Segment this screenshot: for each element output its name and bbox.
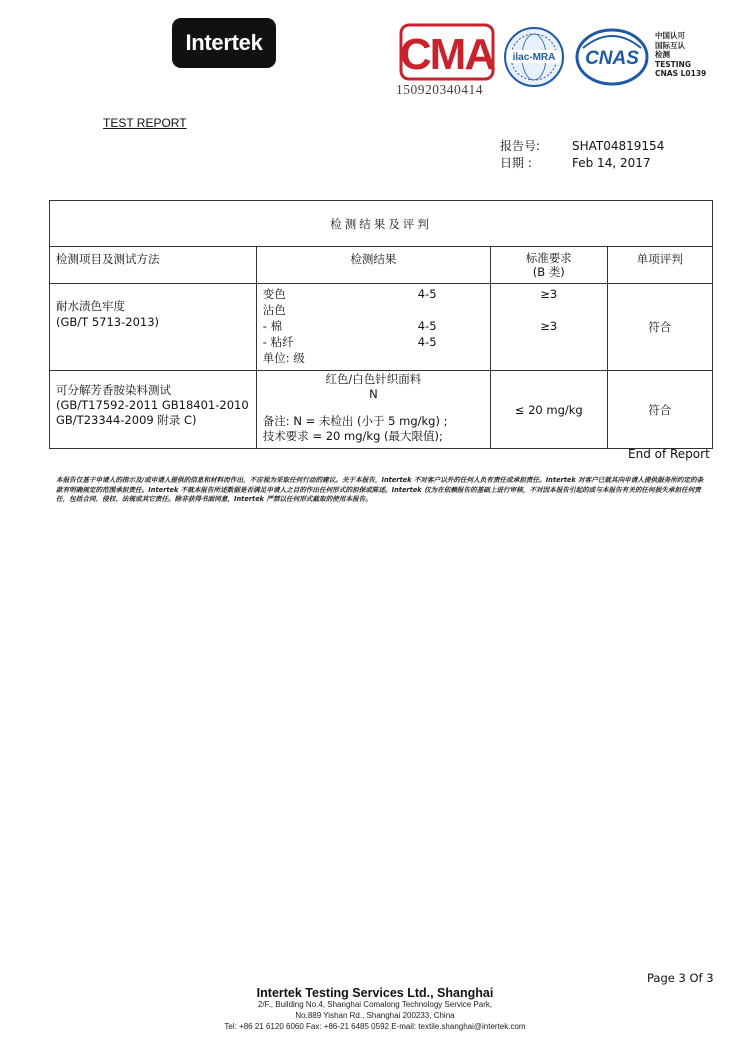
footer-contact: Tel: +86 21 6120 6060 Fax: +86-21 6485 0592 E-mail: textile.shanghai@intertek.com [224,1022,526,1031]
row1-requirement: ≥3 [540,319,558,333]
header-item: 检测项目及测试方法 [56,252,160,266]
cnas-logo-text: CNAS [585,48,639,69]
disclaimer: 本报告仅基于申请人的指示及/或申请人提供的信息和材料而作出，不应视为采取任何行动的建议。关于本报告，Intertek 不对客户以外的任何人负有责任或承担责任。Intertek 对客户已就其向申请人提供服务所约定的条款有明确规定的范围承担责任。Intertek 不就本报告所述数据是否满足申请人之目的作出任何形式的担保或陈述。Intertek 仅为在依赖报告的基础上进行审核，不对因本报告引起的或与本报告有关的任何损失承担任何责任，包括合同、侵权、法规或其它责任。除非获得书面同意，Intertek 严禁以任何形式截取的使用本报告。 [56,476,704,503]
row2-method-appendix: GB/T23344-2009 附录 C) [56,413,197,427]
report-no: SHAT04819154 [572,139,665,153]
row2-method: (GB/T17592-2011 GB18401-2010 [56,398,249,412]
row2-sample: 红色/白色针织面料 [325,372,422,386]
cnas-accreditation-text: 中国认可 国际互认 检测 TESTING CNAS L0139 [655,31,707,78]
table-header-row [50,247,713,284]
table-row [50,284,713,371]
ilac-logo-text: ilac-MRA [512,52,556,63]
header-requirement-class: (B 类) [532,265,565,279]
row1-result-label: - 粘纤 [262,335,294,349]
row1-verdict: 符合 [648,320,672,334]
row1-item: 耐水渍色牢度 [56,299,125,313]
row1-result-value: 4-5 [417,287,437,301]
row2-note: 备注: N = 未检出 (小于 5 mg/kg) ; [262,414,448,428]
report-no-label: 报告号: [500,139,541,153]
row1-result-label: 沾色 [262,303,286,317]
cma-number: 150920340414 [396,82,483,97]
row2-verdict: 符合 [648,402,672,417]
row1-method: (GB/T 5713-2013) [56,315,160,329]
date-label: 日期 : [500,156,532,170]
report-date: Feb 14, 2017 [572,156,651,170]
page-number: Page 3 Of 3 [647,971,714,985]
intertek-logo: Intertek [172,18,276,68]
report-title: TEST REPORT [103,116,187,130]
row1-result-label: 单位: 级 [262,351,305,365]
cma-logo-text: CMA [399,30,495,79]
ilac-mra-logo [503,26,565,88]
table-caption: 检测结果及评判 [50,201,713,247]
footer-address-line1: 2/F., Building No.4, Shanghai Comalong Technology Service Park, [257,1000,493,1009]
row1-result-value: 4-5 [417,319,437,333]
row2-result-value: N [369,387,378,401]
footer-address-line2: No.889 Yishan Rd., Shanghai 200233, China [295,1011,455,1020]
results-table [49,200,713,449]
table-row [50,371,713,449]
footer-company: Intertek Testing Services Ltd., Shanghai [256,986,494,1000]
row1-result-value: 4-5 [417,335,437,349]
row2-tech-requirement: 技术要求 = 20 mg/kg (最大限值); [262,429,443,443]
header-result: 检测结果 [350,252,397,266]
end-of-report: End of Report [628,447,710,461]
row1-result-label: 变色 [262,287,286,301]
report-meta [500,138,664,172]
cma-logo [398,22,496,82]
row2-requirement: ≤ 20 mg/kg [514,402,583,417]
row2-item: 可分解芳香胺染料测试 [56,383,171,397]
header-requirement: 标准要求 [525,251,572,265]
row1-requirement: ≥3 [540,287,558,301]
header-verdict: 单项评判 [636,252,683,266]
row1-result-label: - 棉 [262,319,283,333]
cnas-logo [575,28,649,86]
